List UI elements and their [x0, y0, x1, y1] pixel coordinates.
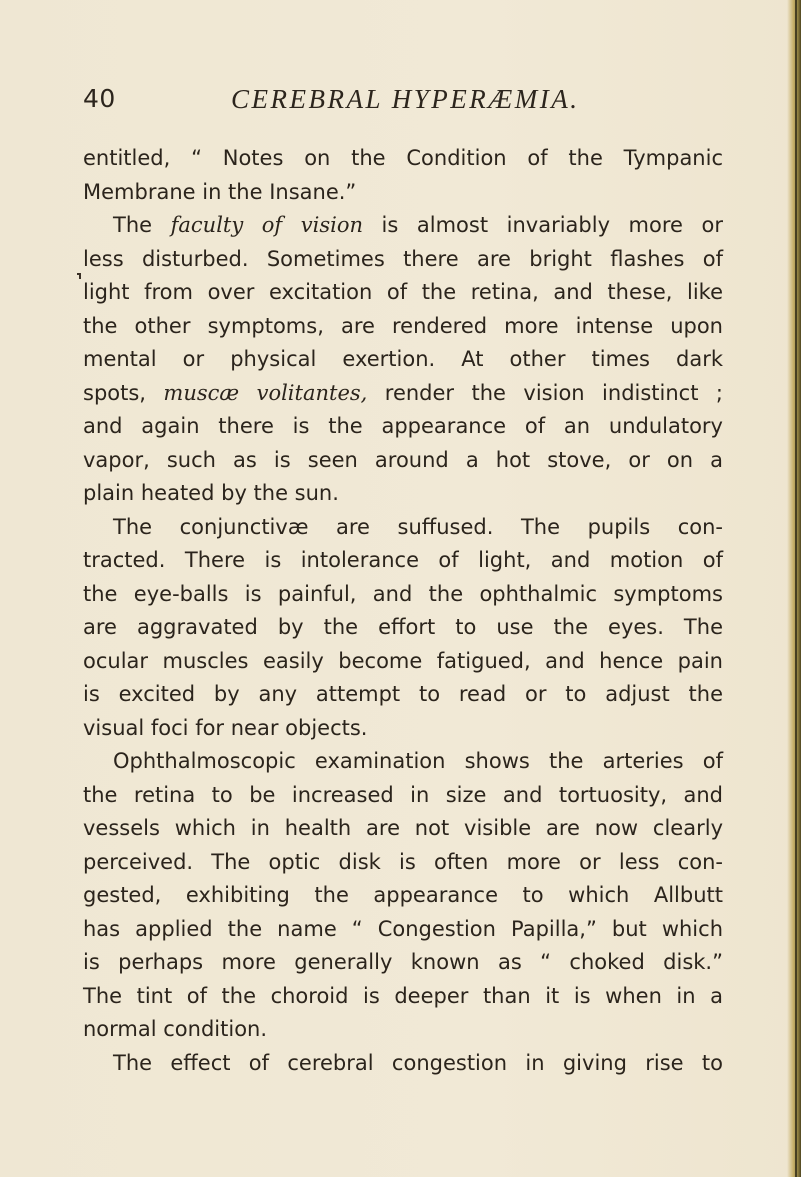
text-line: the eye-balls is painful, and the ophthalmic symptoms — [83, 581, 723, 606]
text-line: perceived. The optic disk is often more or less con- — [83, 849, 723, 874]
italic-phrase: muscæ volitantes, — [163, 380, 368, 405]
text-line: gested, exhibiting the appearance to which Allbutt — [83, 883, 723, 907]
text-line: light from over excitation of the retina, and these, like — [83, 280, 723, 304]
text-line: entitled, “ Notes on the Condition of the Tympanic — [83, 146, 723, 170]
running-head: CEREBRAL HYPERÆMIA. — [231, 84, 580, 114]
text-line: The effect of cerebral congestion in giving rise to — [113, 1050, 723, 1075]
page-edge-shadow — [787, 0, 801, 1177]
text-line: spots, muscæ volitantes, render the vision indistinct ; — [83, 380, 723, 405]
text-line: vessels which in health are not visible are now clearly — [83, 816, 723, 840]
text-line: is perhaps more generally known as “ choked disk.” — [83, 950, 723, 974]
italic-phrase: faculty of vision — [170, 213, 363, 237]
text-line: Ophthalmoscopic examination shows the arteries of — [113, 749, 723, 773]
text-line: vapor, such as is seen around a hot stove, or on a — [83, 447, 723, 472]
text-line: tracted. There is intolerance of light, and motion of — [83, 548, 723, 572]
text-line: normal condition. — [83, 1017, 268, 1041]
page-edge-line — [795, 0, 797, 1177]
text-line: and again there is the appearance of an undulatory — [83, 414, 723, 438]
margin-mark — [77, 273, 81, 279]
text-line: The faculty of vision is almost invariably more or — [113, 213, 723, 237]
text-line: ocular muscles easily become fatigued, and hence pain — [83, 648, 723, 673]
body-text — [83, 142, 723, 1080]
page-header — [83, 84, 723, 124]
text-line: The conjunctivæ are suffused. The pupils con- — [113, 514, 723, 539]
text-line: the retina to be increased in size and tortuosity, and — [83, 782, 723, 807]
text-line: plain heated by the sun. — [83, 481, 339, 505]
text-line: are aggravated by the effort to use the eyes. The — [83, 615, 723, 639]
text-line: is excited by any attempt to read or to adjust the — [83, 682, 723, 706]
text-line: The tint of the choroid is deeper than it is when in a — [83, 983, 723, 1008]
text-line: has applied the name “ Congestion Papilla,” but which — [83, 916, 723, 941]
text-line: less disturbed. Sometimes there are bright flashes of — [83, 246, 723, 271]
text-line: the other symptoms, are rendered more intense upon — [83, 313, 723, 338]
text-line: mental or physical exertion. At other times dark — [83, 347, 723, 371]
page-number: 40 — [83, 84, 116, 113]
text-line: visual foci for near objects. — [83, 715, 368, 740]
text-line: Membrane in the Insane.” — [83, 179, 357, 204]
